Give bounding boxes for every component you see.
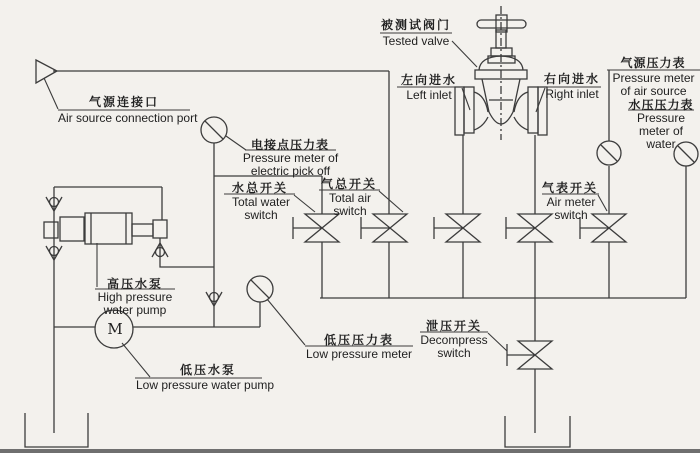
label-tested-valve <box>378 16 454 33</box>
motor-label: M <box>107 320 123 338</box>
label-tested-valve-en: Tested valve <box>382 34 450 48</box>
label-cn: 左向进水 <box>400 73 457 87</box>
label-left-inlet-en: Left inlet <box>406 88 452 102</box>
scan-edge <box>0 449 700 453</box>
label-right-inlet <box>541 70 603 87</box>
label-air-source-meter-en: Pressure meter of air source <box>612 71 695 98</box>
label-cn: 高压水泵 <box>106 277 163 291</box>
label-water-pressure-meter-en: Pressure meter of water <box>636 111 686 151</box>
label-high-pressure-pump-en: High pressure water pump <box>97 290 173 317</box>
label-total-air-switch <box>317 175 381 192</box>
label-cn: 电接点压力表 <box>250 138 329 152</box>
air-source-gauge <box>597 141 621 165</box>
label-cn: 气源压力表 <box>620 56 686 70</box>
label-total-water-switch-en: Total water switch <box>231 195 291 222</box>
label-air-meter-switch <box>539 179 601 196</box>
left-water-tank <box>25 413 88 447</box>
label-low-pressure-meter <box>312 331 406 348</box>
label-cn: 被测试阀门 <box>380 18 451 32</box>
label-air-source-port-en: Air source connection port <box>58 111 198 125</box>
label-electric-pickoff-meter-en: Pressure meter of electric pick off <box>242 151 339 178</box>
label-cn: 水总开关 <box>231 181 288 195</box>
label-low-pressure-pump-en: Low pressure water pump <box>136 378 275 392</box>
decompress-valve <box>507 341 552 369</box>
label-decompress-switch <box>420 317 488 334</box>
label-cn: 气源连接口 <box>88 95 159 109</box>
label-cn: 气总开关 <box>320 177 377 191</box>
label-low-pressure-meter-en: Low pressure meter <box>306 347 413 361</box>
label-cn: 泄压开关 <box>425 319 482 333</box>
label-low-pressure-pump <box>170 361 246 378</box>
right-water-tank <box>505 416 570 447</box>
label-air-source-meter <box>612 54 694 71</box>
label-right-inlet-en: Right inlet <box>545 87 599 101</box>
label-cn: 水压压力表 <box>628 98 694 112</box>
label-cn: 右向进水 <box>543 72 600 86</box>
electric-pickoff-gauge <box>201 117 227 143</box>
total-water-switch-valve <box>293 214 339 242</box>
low-pressure-gauge <box>247 276 273 302</box>
label-total-water-switch <box>226 179 294 196</box>
label-cn: 气表开关 <box>541 181 598 195</box>
label-air-source-port <box>58 93 190 110</box>
tested-valve-symbol <box>455 6 547 140</box>
label-total-air-switch-en: Total air switch <box>328 191 372 218</box>
label-decompress-switch-en: Decompress switch <box>420 333 488 360</box>
high-pressure-pump-symbol <box>44 213 167 244</box>
label-cn: 低压压力表 <box>323 333 394 347</box>
left-inlet-valve <box>434 214 480 242</box>
label-air-meter-switch-en: Air meter switch <box>546 195 596 222</box>
label-left-inlet <box>396 71 462 88</box>
label-cn: 低压水泵 <box>179 363 236 377</box>
total-air-switch-valve <box>361 214 407 242</box>
